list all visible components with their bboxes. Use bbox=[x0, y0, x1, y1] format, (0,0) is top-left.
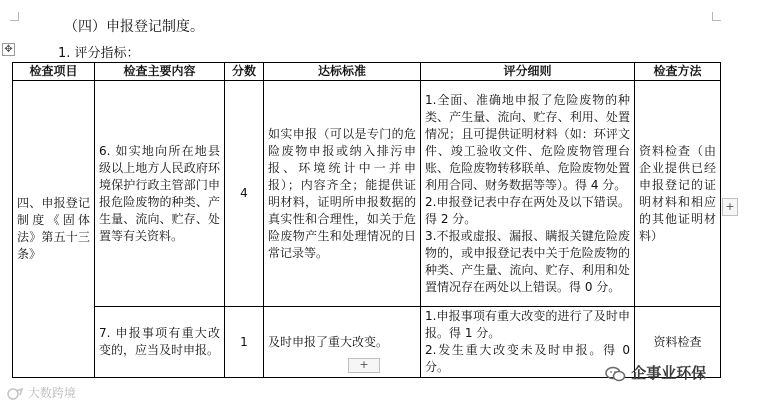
score-cell: 1 bbox=[225, 307, 264, 378]
criteria-item: 2.发生重大改变未及时申报。得 0 分。 bbox=[425, 343, 630, 374]
content-cell: 7. 申报事项有重大改变的，应当及时申报。 bbox=[95, 307, 225, 378]
table-row bbox=[13, 81, 721, 307]
criteria-item: 1.申报事项有重大改变的进行了及时申报。得 1 分。 bbox=[425, 309, 630, 340]
watermark-right bbox=[604, 362, 706, 383]
table-header-row bbox=[13, 63, 721, 81]
subsection-title: 1. 评分指标： bbox=[58, 46, 140, 61]
criteria-item: 3.不报或虚报、漏报、瞒报关键危险废物的，或申报登记表中关于危险废物的种类、产生量、流向、贮存、利用和处置情况存在两处以上错误。得 0 分。 bbox=[425, 228, 630, 294]
header-check-item: 检查项目 bbox=[13, 63, 95, 81]
page-corner-mark-left bbox=[10, 12, 19, 21]
criteria-cell bbox=[421, 81, 635, 307]
header-method: 检查方法 bbox=[635, 63, 721, 81]
page-corner-mark-right bbox=[712, 12, 721, 21]
header-standard: 达标标准 bbox=[264, 63, 421, 81]
header-score: 分数 bbox=[225, 63, 264, 81]
table-move-handle-icon[interactable]: ✥ bbox=[2, 43, 15, 56]
watermark-left-text: 大数跨境 bbox=[27, 386, 76, 400]
criteria-item: 2.申报登记表中存在两处及以下错误。得 2 分。 bbox=[425, 194, 630, 226]
method-cell: 资料检查 bbox=[635, 307, 721, 378]
header-criteria: 评分细则 bbox=[421, 63, 635, 81]
wechat-icon bbox=[604, 365, 626, 383]
content-cell: 6. 如实地向所在地县级以上地方人民政府环境保护行政主管部门申报危险废物的种类、产生量、流向、贮存、处置等有关资料。 bbox=[95, 81, 225, 307]
standard-cell: 如实申报（可以是专门的危险废物申报或纳入排污申报、环境统计中一并申报）；内容齐全；能提供证明材料，证明所申报数据的真实性和合理性，如关于危险废物产生和处理情况的日常记录等。 bbox=[264, 81, 421, 307]
section-title: （四）申报登记制度。 bbox=[64, 19, 204, 35]
watermark-right-text: 企事业环保 bbox=[631, 364, 707, 382]
check-item-cell: 四、申报登记制度《固体法》第五十三条》 bbox=[13, 81, 95, 378]
standard-cell: 及时申报了重大改变。 bbox=[264, 307, 421, 378]
watermark-left bbox=[6, 384, 76, 401]
score-cell: 4 bbox=[225, 81, 264, 307]
add-row-button[interactable]: + bbox=[348, 358, 380, 373]
criteria-cell bbox=[421, 307, 635, 378]
header-main-content: 检查主要内容 bbox=[95, 63, 225, 81]
add-column-button[interactable]: + bbox=[722, 198, 738, 216]
watermark-logo-icon bbox=[6, 387, 24, 401]
criteria-item: 1.全面、准确地申报了危险废物的种类、产生量、流向、贮存、利用、处置情况；且可提供证明材料（如：环评文件、竣工验收文件、危险废物管理台账、危险废物转移联单、危险废物处置利用合同、财务数据等等）。得 4 分。 bbox=[425, 92, 630, 192]
scoring-table bbox=[12, 62, 721, 378]
method-cell: 资料检查（由企业提供已经申报登记的证明材料和相应的其他证明材料） bbox=[635, 81, 721, 307]
